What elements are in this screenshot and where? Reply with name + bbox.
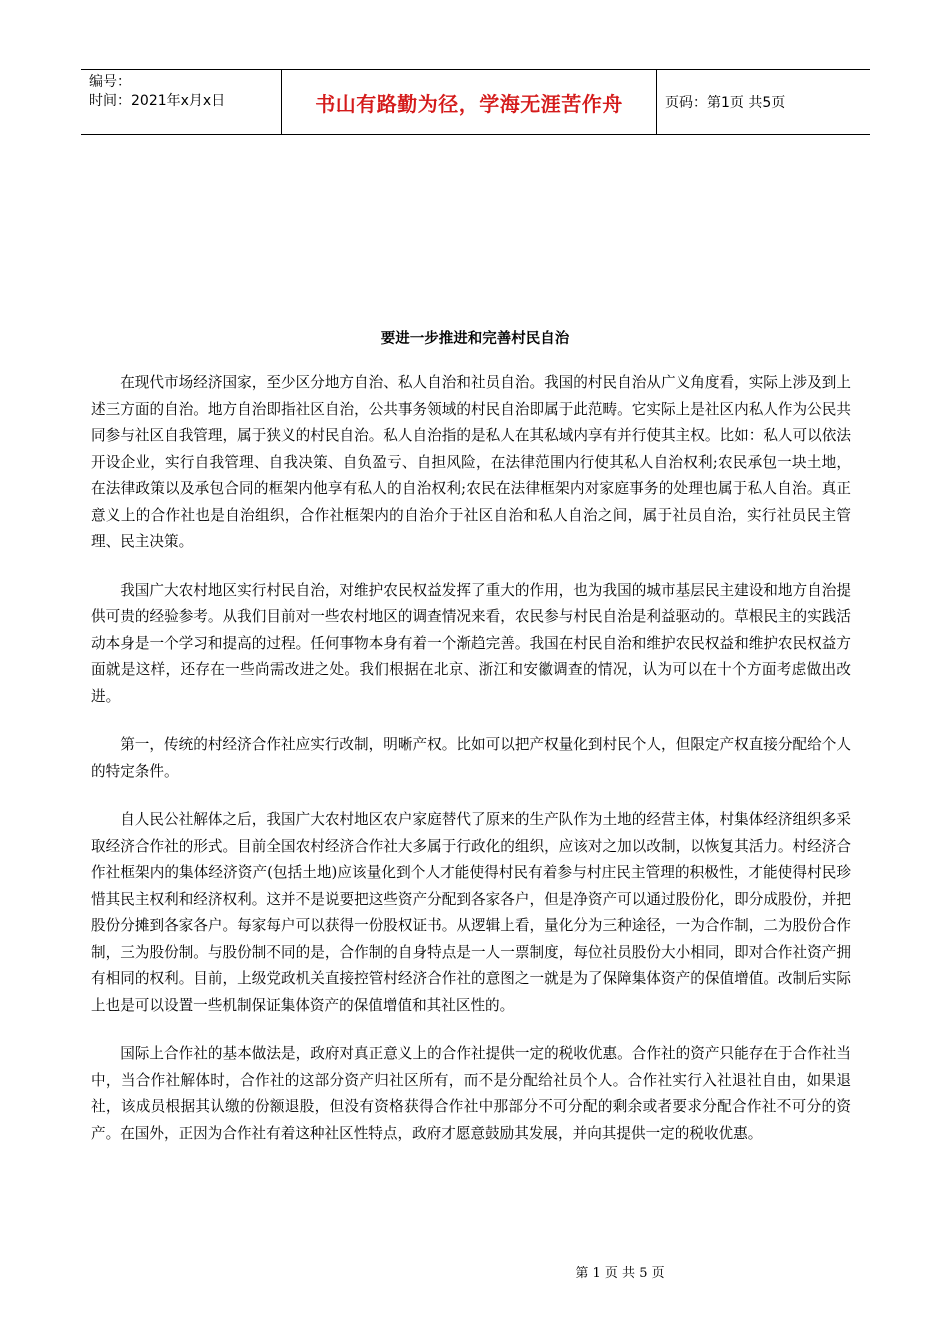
page-footer: 第 1 页 共 5 页 xyxy=(575,1266,665,1281)
paragraph: 在现代市场经济国家，至少区分地方自治、私人自治和社员自治。我国的村民自治从广义角度看，实际上涉及到上述三方面的自治。地方自治即指社区自治，公共事务领域的村民自治即属于此范畴。它实际上是社区内私人作为公民共同参与社区自我管理，属于狭义的村民自治。私人自治指的是私人在其私域内享有并行使其主权。比如：私人可以依法开设企业，实行自我管理、自我决策、自负盈亏、自担风险，在法律范围内行使其私人自治权利;农民承包一块土地，在法律政策以及承包合同的框架内他享有私人的自治权利;农民在法律框架内对家庭事务的处理也属于私人自治。真正意义上的合作社也是自治组织，合作社框架内的自治介于社区自治和私人自治之间，属于社员自治，实行社员民主管理、民主决策。 xyxy=(91,374,851,550)
page-header xyxy=(81,69,870,135)
document-title: 要进一步推进和完善村民自治 xyxy=(380,330,570,347)
paragraph: 国际上合作社的基本做法是，政府对真正意义上的合作社提供一定的税收优惠。合作社的资产只能存在于合作社当中，当合作社解体时，合作社的这部分资产归社区所有，而不是分配给社员个人。合作社实行入社退社自由，如果退社，该成员根据其认缴的份额退股，但没有资格获得合作社中那部分不可分配的剩余或者要求分配合作社不可分的资产。在国外，正因为合作社有着这种社区性特点，政府才愿意鼓励其发展，并向其提供一定的税收优惠。 xyxy=(91,1045,851,1142)
header-number: 编号： xyxy=(89,74,131,90)
header-meta xyxy=(81,70,281,134)
document-body xyxy=(91,370,851,1169)
header-motto: 书山有路勤为径，学海无涯苦作舟 xyxy=(281,70,657,134)
header-date: 时间：2021年x月x日 xyxy=(89,93,226,109)
paragraph: 第一，传统的村经济合作社应实行改制，明晰产权。比如可以把产权量化到村民个人，但限定产权直接分配给个人的特定条件。 xyxy=(91,736,851,780)
paragraph: 我国广大农村地区实行村民自治，对维护农民权益发挥了重大的作用，也为我国的城市基层民主建设和地方自治提供可贵的经验参考。从我们目前对一些农村地区的调查情况来看，农民参与村民自治是利益驱动的。草根民主的实践活动本身是一个学习和提高的过程。任何事物本身有着一个渐趋完善。我国在村民自治和维护农民权益和维护农民权益方面就是这样，还存在一些尚需改进之处。我们根据在北京、浙江和安徽调查的情况，认为可以在十个方面考虑做出改进。 xyxy=(91,581,851,705)
header-page-info: 页码：第1页 共5页 xyxy=(665,95,786,111)
paragraph: 自人民公社解体之后，我国广大农村地区农户家庭替代了原来的生产队作为土地的经营主体，村集体经济组织多采取经济合作社的形式。目前全国农村经济合作社大多属于行政化的组织，应该对之加以改制，以恢复其活力。村经济合作社框架内的集体经济资产(包括土地)应该量化到个人才能使得村民有着参与村庄民主管理的积极性，才能使得村民珍惜其民主权利和经济权利。这并不是说要把这些资产分配到各家各户，但是净资产可以通过股份化，即分成股份，并把股份分摊到各家各户。每家每户可以获得一份股权证书。从逻辑上看，量化分为三种途径，一为合作制，二为股份合作制，三为股份制。与股份制不同的是，合作制的自身特点是一人一票制度，每位社员股份大小相同，即对合作社资产拥有相同的权利。目前，上级党政机关直接控管村经济合作社的意图之一就是为了保障集体资产的保值增值。改制后实际上也是可以设置一些机制保证集体资产的保值增值和其社区性的。 xyxy=(91,811,851,1014)
